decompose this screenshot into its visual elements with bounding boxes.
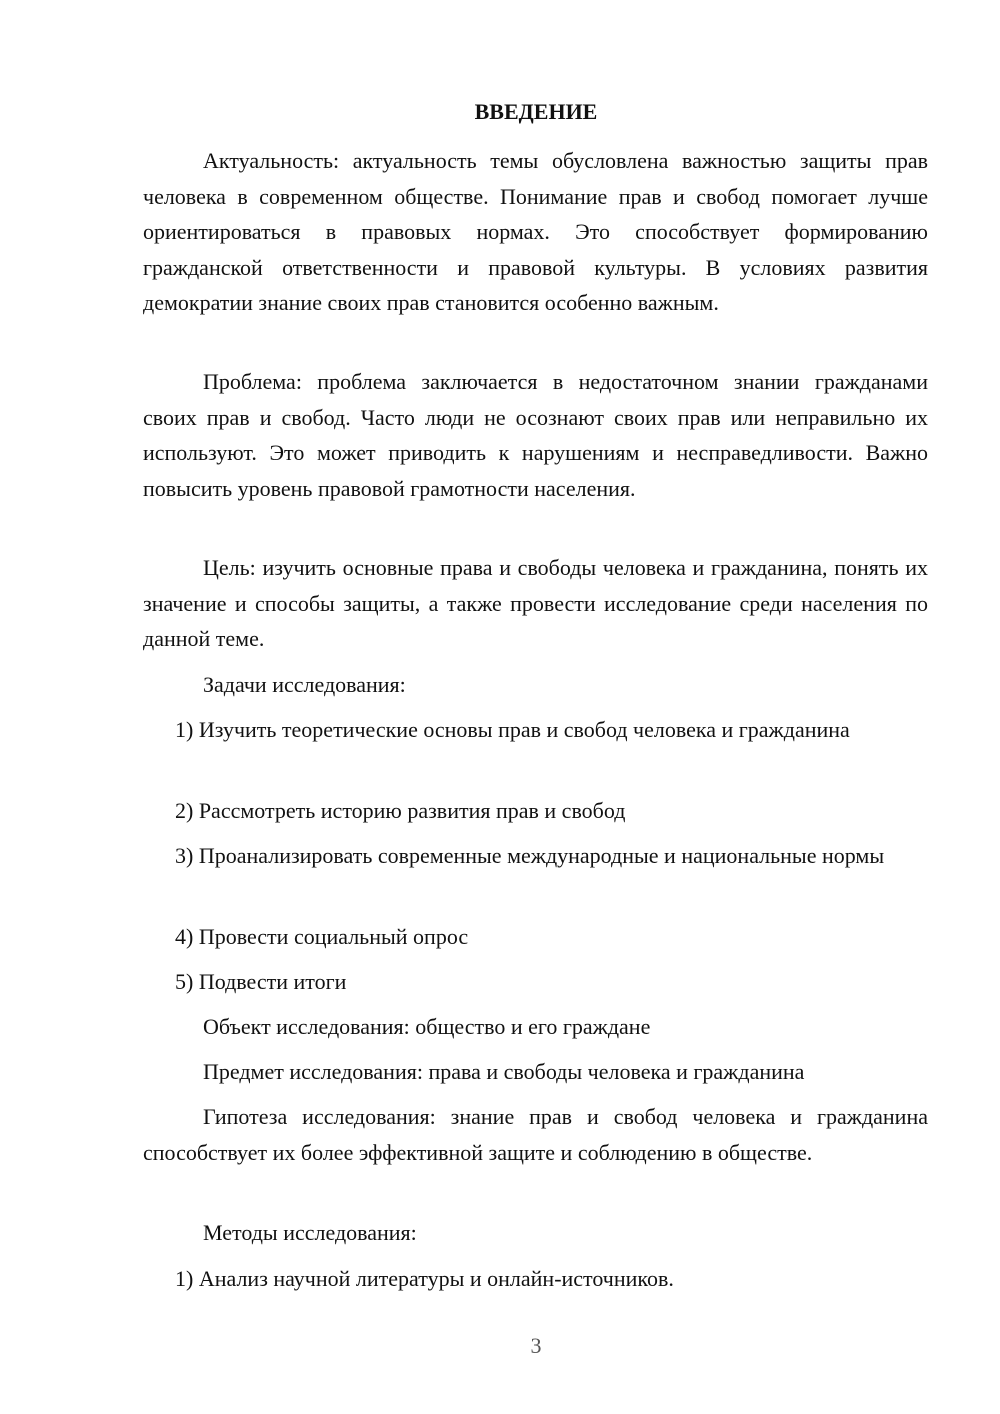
task-item-4: 4) Провести социальный опрос <box>175 924 469 949</box>
task-item-3: 3) Проанализировать современные международные и национальные нормы <box>175 843 885 868</box>
task-item-5: 5) Подвести итоги <box>175 969 347 994</box>
paragraph-subject: Предмет исследования: права и свободы человека и гражданина <box>203 1059 805 1084</box>
paragraph-hypothesis: Гипотеза исследования: знание прав и свобод человека и гражданина способствует их более эффективной защите и соблюдению в обществе. <box>143 1104 928 1165</box>
paragraph-tasks-heading: Задачи исследования: <box>203 672 406 697</box>
task-item-2: 2) Рассмотреть историю развития прав и свобод <box>175 798 626 823</box>
page-title: ВВЕДЕНИЕ <box>474 99 598 124</box>
page-number: 3 <box>530 1333 542 1358</box>
paragraph-object: Объект исследования: общество и его граждане <box>203 1014 651 1039</box>
paragraph-goal: Цель: изучить основные права и свободы человека и гражданина, понять их значение и способы защиты, а также провести исследование среди населения по данной теме. <box>143 555 928 651</box>
paragraph-methods-heading: Методы исследования: <box>203 1220 417 1245</box>
paragraph-relevance: Актуальность: актуальность темы обусловлена важностью защиты прав человека в современном обществе. Понимание прав и свобод помогает лучше ориентироваться в правовых нормах. Это способствует формированию гражданской ответственности и правовой культуры. В условиях развития демократии знание своих прав становится особенно важным. <box>143 148 928 315</box>
method-item-1: 1) Анализ научной литературы и онлайн-источников. <box>175 1266 674 1291</box>
task-item-1: 1) Изучить теоретические основы прав и свобод человека и гражданина <box>175 717 850 742</box>
paragraph-problem: Проблема: проблема заключается в недостаточном знании гражданами своих прав и свобод. Часто люди не осознают своих прав или неправильно их используют. Это может приводить к нарушениям и несправедливости. Важно повысить уровень правовой грамотности населения. <box>143 369 928 501</box>
